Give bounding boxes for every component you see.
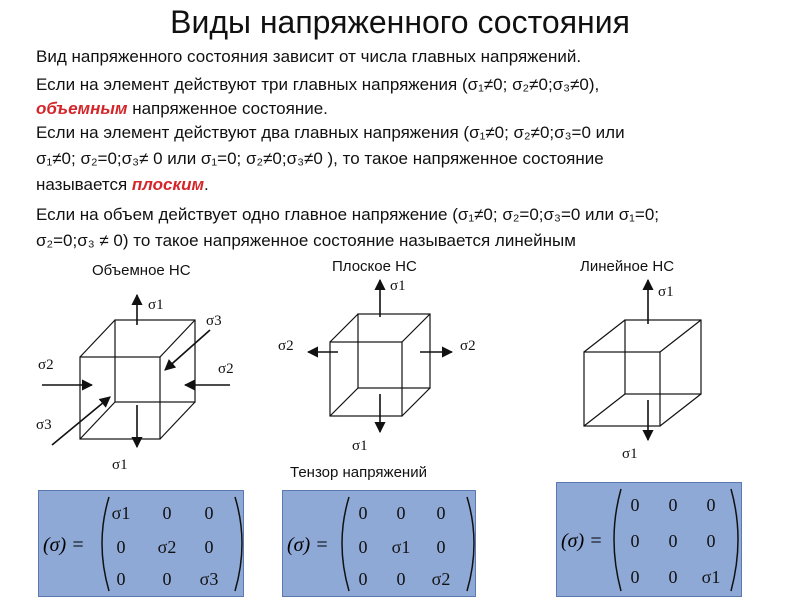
- matrix-cell: 0: [396, 503, 406, 523]
- linear-line1: Если на объем действует одно главное напряжение (σ₁≠0; σ₂=0;σ₃=0 или σ₁=0;: [36, 205, 660, 224]
- label-s2-left: σ2: [278, 338, 294, 354]
- matrix-cell: 0: [204, 503, 214, 523]
- label-s1-top: σ1: [148, 297, 164, 313]
- matrix-cell: 0: [358, 503, 368, 523]
- label-s3-bottom: σ3: [36, 417, 52, 433]
- label-s1-bottom: σ1: [112, 457, 128, 473]
- plane-line3-start: называется: [36, 175, 132, 194]
- matrix-cell: 0: [630, 531, 640, 551]
- caption-plane: Плоское НС: [332, 258, 417, 275]
- matrix-cell: 0: [668, 495, 678, 515]
- cube-linear: [560, 272, 760, 467]
- label-s1-top: σ1: [390, 278, 406, 294]
- matrix-cell: 0: [162, 569, 172, 589]
- matrix-cell: 0: [668, 531, 678, 551]
- matrix-cell: 0: [358, 537, 368, 557]
- cube-plane: [270, 272, 500, 462]
- tensor-matrix-volumetric: [38, 490, 244, 597]
- matrix-cell: 0: [116, 537, 126, 557]
- plane-line3: [36, 174, 209, 196]
- matrix-cell: 0: [358, 569, 368, 589]
- matrix-cell: 0: [706, 495, 716, 515]
- caption-volumetric: Объемное НС: [92, 262, 191, 279]
- matrix-cell: σ2: [157, 537, 177, 557]
- matrix-cell: 0: [436, 503, 446, 523]
- intro-text: Вид напряженного состояния зависит от числа главных напряжений.: [36, 47, 582, 66]
- caption-tensor: Тензор напряжений: [290, 464, 427, 481]
- label-s2-right: σ2: [218, 361, 234, 377]
- tensor-matrix-plane: [282, 490, 476, 597]
- label-s2-right: σ2: [460, 338, 476, 354]
- matrix-cell: 0: [668, 567, 678, 587]
- matrix-cell: 0: [630, 567, 640, 587]
- matrix-cell: 0: [436, 537, 446, 557]
- matrix-cell: 0: [116, 569, 126, 589]
- matrix-cell: 0: [706, 531, 716, 551]
- label-s2-left: σ2: [38, 357, 54, 373]
- volumetric-line2-rest: напряженное состояние.: [127, 99, 328, 118]
- matrix-cell: σ1: [111, 503, 131, 523]
- tensor-lhs: (σ) =: [43, 534, 85, 556]
- page-title: Виды напряженного состояния: [170, 4, 630, 40]
- matrix-cell: 0: [204, 537, 214, 557]
- cube-volumetric: [30, 285, 260, 475]
- volumetric-keyword: объемным: [36, 99, 128, 118]
- matrix-cell: σ2: [431, 569, 451, 589]
- label-s3-top: σ3: [206, 313, 222, 329]
- matrix-cell: σ1: [391, 537, 411, 557]
- tensor-lhs: (σ) =: [561, 530, 603, 552]
- tensor-lhs: (σ) =: [287, 534, 329, 556]
- plane-line2: σ₁≠0; σ₂=0;σ₃≠ 0 или σ₁=0; σ₂≠0;σ₃≠0 ), то такое напряженное состояние: [36, 149, 604, 168]
- linear-line2: σ₂=0;σ₃ ≠ 0) то такое напряженное состояние называется линейным: [36, 231, 576, 250]
- plane-line3-end: .: [204, 175, 209, 194]
- plane-line1: Если на элемент действуют два главных напряжения (σ₁≠0; σ₂≠0;σ₃=0 или: [36, 123, 625, 142]
- matrix-cell: 0: [396, 569, 406, 589]
- matrix-cell: 0: [162, 503, 172, 523]
- matrix-cell: σ1: [701, 567, 721, 587]
- plane-keyword: плоским: [131, 175, 205, 194]
- label-s1-bottom: σ1: [352, 438, 368, 454]
- label-s1-top: σ1: [658, 284, 674, 300]
- matrix-cell: 0: [630, 495, 640, 515]
- tensor-matrix-linear: [556, 482, 742, 597]
- label-s1-bottom: σ1: [622, 446, 638, 462]
- matrix-cell: σ3: [199, 569, 219, 589]
- volumetric-line2: [36, 98, 328, 120]
- volumetric-line1: Если на элемент действуют три главных напряжения (σ₁≠0; σ₂≠0;σ₃≠0),: [36, 75, 600, 94]
- caption-linear: Линейное НС: [580, 258, 675, 275]
